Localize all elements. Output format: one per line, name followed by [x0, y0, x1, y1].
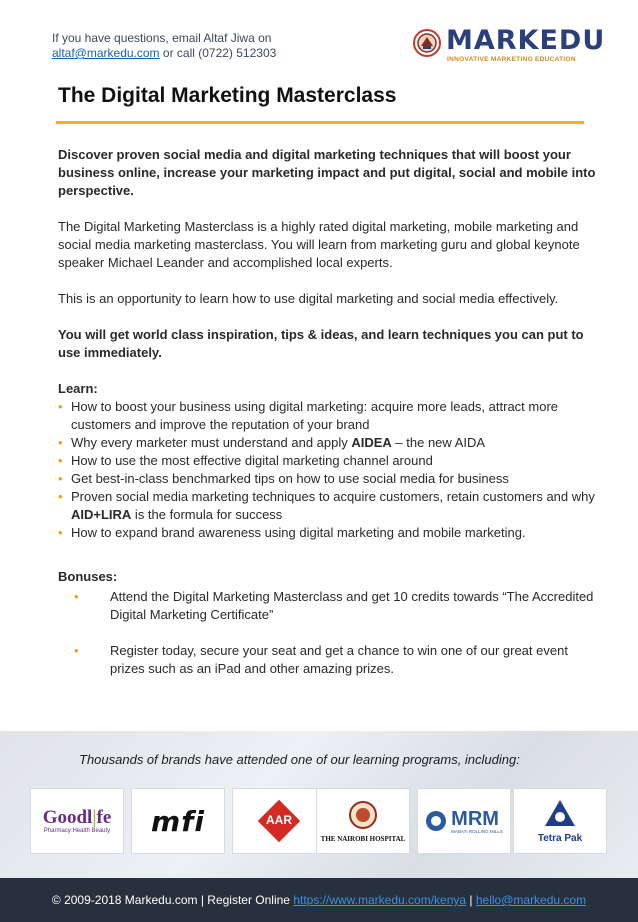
bullet-icon: •: [74, 643, 79, 658]
mrm-logo: [425, 809, 503, 834]
contact-line-2: [52, 46, 276, 61]
tetra-pak-text: Tetra Pak: [537, 833, 583, 844]
goodlife-logo: [43, 808, 112, 834]
learn-item: [58, 434, 598, 452]
learn-item-text: How to expand brand awareness using digital marketing and mobile marketing.: [71, 525, 526, 540]
footer-email-link[interactable]: hello@markedu.com: [475, 893, 587, 907]
description-paragraph: The Digital Marketing Masterclass is a highly rated digital marketing, mobile marketing and social media marketing masterclass. You will learn from marketing guru and global keynote speaker Michael Leander and accomplished local experts.: [58, 219, 580, 270]
nairobi-hospital-logo: [321, 800, 406, 843]
bonus-item: [58, 588, 598, 624]
goodlife-tagline: Pharmacy Health Beauty: [43, 828, 111, 834]
brand-logo-goodlife: [30, 788, 124, 854]
learn-item: [58, 398, 598, 434]
brand-logo-mrm: [417, 788, 511, 854]
learn-item-emphasis: AID+LIRA: [71, 507, 132, 522]
learn-item-text: is the formula for success: [131, 507, 283, 522]
learn-item-text: – the new AIDA: [391, 435, 486, 450]
mrm-text: MRM: [451, 807, 499, 830]
learn-item-text: Get best-in-class benchmarked tips on how to use social media for business: [71, 471, 509, 486]
learn-item-text: How to boost your business using digital marketing: acquire more leads, attract more customers and improve the reputation of your brand: [71, 399, 559, 432]
brand-logo-mfi: [131, 788, 225, 854]
learn-item-text: Proven social media marketing techniques to acquire customers, retain customers and why: [71, 489, 595, 504]
title-underline: [56, 121, 584, 124]
footer-register-link[interactable]: https://www.markedu.com/kenya: [293, 893, 467, 907]
aar-text: AAR: [266, 813, 292, 827]
tetra-pak-triangle-icon: [543, 798, 577, 828]
contact-email-link[interactable]: altaf@markedu.com: [52, 46, 160, 60]
mrm-subtitle: MABATI ROLLING MILLS: [451, 828, 503, 834]
footer-separator: |: [466, 893, 476, 907]
bonuses-list: [58, 588, 598, 678]
bullet-icon: •: [58, 435, 63, 450]
contact-phone: or call (0722) 512303: [159, 46, 277, 60]
brands-caption: Thousands of brands have attended one of our learning programs, including:: [79, 752, 520, 767]
mfi-wordmark: mfi: [151, 804, 205, 838]
bonuses-heading: Bonuses:: [58, 569, 118, 584]
learn-item-text: Why every marketer must understand and apply: [71, 435, 352, 450]
learn-item-emphasis: AIDEA: [351, 435, 392, 450]
learn-item: [58, 470, 598, 488]
learn-item-text: How to use the most effective digital marketing channel around: [71, 453, 433, 468]
learn-heading: Learn:: [58, 381, 98, 396]
inspiration-paragraph: You will get world class inspiration, tips & ideas, and learn techniques you can put to use immediately.: [58, 327, 584, 360]
brand-logo-nairobi-hospital: [316, 788, 410, 854]
footer-copyright: © 2009-2018 Markedu.com | Register Online: [51, 893, 294, 907]
main-content: [58, 146, 598, 696]
bullet-icon: •: [74, 589, 79, 604]
markedu-logo: [410, 25, 606, 66]
mrm-globe-icon: [425, 810, 447, 832]
logo-tagline: INNOVATIVE MARKETING EDUCATION: [447, 56, 576, 63]
tetra-pak-logo: [538, 798, 582, 844]
bullet-icon: •: [58, 525, 63, 540]
learn-list: [58, 398, 598, 542]
learn-item: [58, 452, 598, 470]
bullet-icon: •: [58, 399, 63, 414]
intro-paragraph: Discover proven social media and digital marketing techniques that will boost your business online, increase your marketing impact and put digital, social and mobile into perspective.: [58, 147, 596, 198]
hospital-crest-icon: [348, 800, 378, 830]
brand-logo-tetra-pak: [513, 788, 607, 854]
nairobi-hospital-text: THE NAIROBI HOSPITAL: [320, 834, 406, 843]
mrm-wordmark: [451, 809, 503, 834]
bullet-icon: •: [58, 453, 63, 468]
goodlife-wordmark: Goodl|fe: [42, 807, 112, 828]
bonus-item: [58, 642, 598, 678]
learn-item: [58, 524, 598, 542]
contact-line-1: If you have questions, email Altaf Jiwa on: [52, 31, 272, 45]
footer: [0, 878, 638, 922]
bullet-icon: •: [58, 471, 63, 486]
bonus-item-text: Attend the Digital Marketing Masterclass and get 10 credits towards “The Accredited Digital Marketing Certificate”: [110, 589, 594, 622]
opportunity-paragraph: This is an opportunity to learn how to use digital marketing and social media effectively.: [58, 291, 559, 306]
contact-info: [52, 31, 276, 61]
goodlife-text-2: fe: [96, 807, 112, 828]
learn-item: [58, 488, 598, 524]
bonus-item-text: Register today, secure your seat and get a chance to win one of our great event prizes such as an iPad and other amazing prizes.: [110, 643, 568, 676]
aar-logo: [254, 796, 304, 846]
page-title: The Digital Marketing Masterclass: [58, 84, 397, 107]
logo-brand-text: MARKEDU: [446, 25, 606, 56]
goodlife-text-1: Goodl: [42, 807, 93, 828]
brand-logo-aar: [232, 788, 326, 854]
markedu-seal-icon: [412, 28, 442, 58]
bullet-icon: •: [58, 489, 63, 504]
